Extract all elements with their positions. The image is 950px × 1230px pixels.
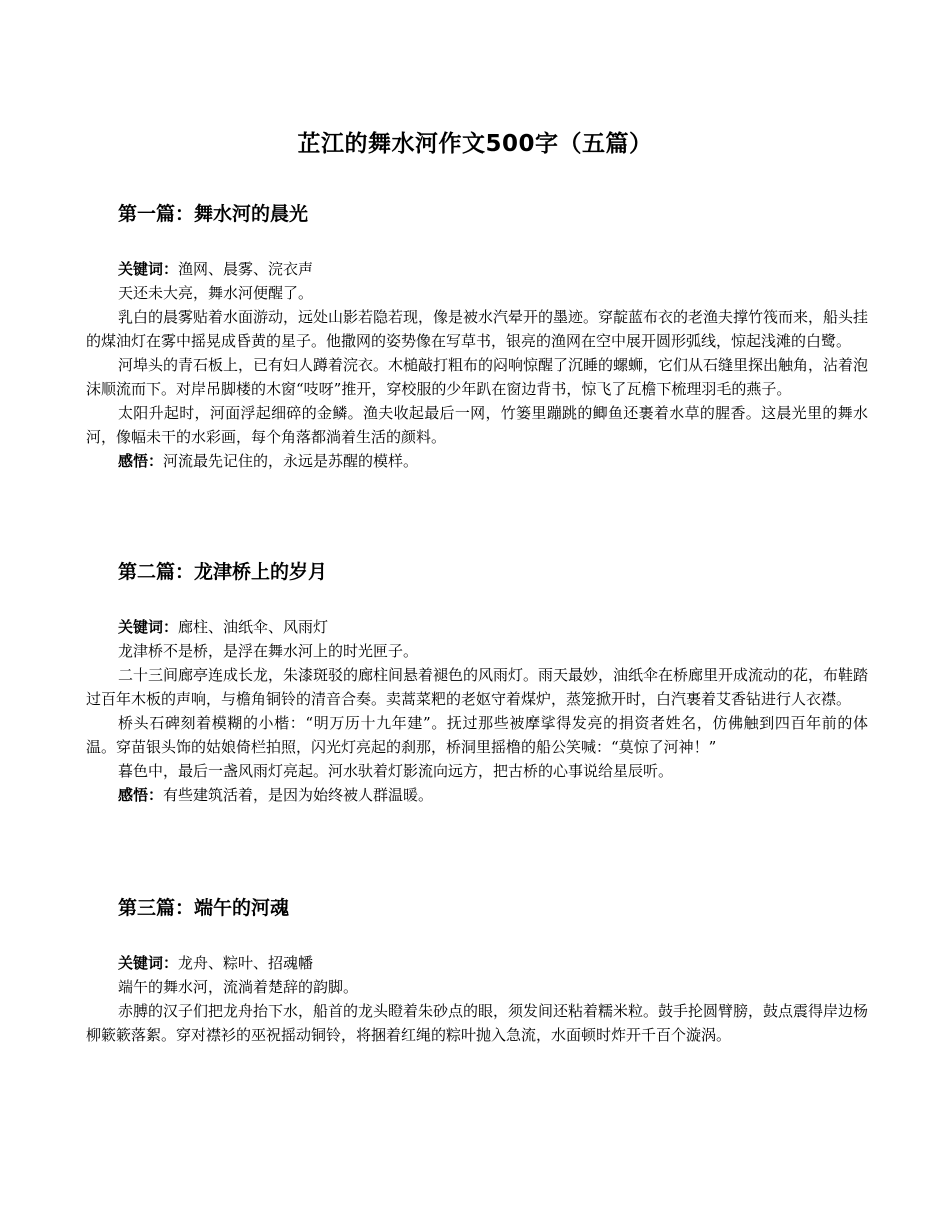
paragraph: 桥头石碑刻着模糊的小楷：“明万历十九年建”。抚过那些被摩挲得发亮的捐资者姓名，仿佛触到四百年前的体温。穿苗银头饰的姑娘倚栏拍照，闪光灯亮起的刹那，桥洞里摇橹的船公笑喊：“莫惊了河神！” (86, 714, 868, 756)
paragraph: 太阳升起时，河面浮起细碎的金鳞。渔夫收起最后一网，竹篓里蹦跳的鲫鱼还裹着水草的腥香。这晨光里的舞水河，像幅未干的水彩画，每个角落都淌着生活的颜料。 (86, 404, 868, 446)
keywords-label: 关键词： (118, 260, 179, 278)
paragraph: 河埠头的青石板上，已有妇人蹲着浣衣。木槌敲打粗布的闷响惊醒了沉睡的螺蛳，它们从石缝里探出触角，沾着泡沫顺流而下。对岸吊脚楼的木窗“吱呀”推开，穿校服的少年趴在窗边背书，惊飞了瓦檐下梳理羽毛的燕子。 (86, 356, 869, 398)
paragraph: 二十三间廊亭连成长龙，朱漆斑驳的廊柱间悬着褪色的风雨灯。雨天最妙，油纸伞在桥廊里开成流动的花，布鞋踏过百年木板的声响，与檐角铜铃的清音合奏。卖蒿菜粑的老妪守着煤炉，蒸笼掀开时，白汽裹着艾香钻进行人衣襟。 (86, 666, 869, 708)
paragraph: 天还未大亮，舞水河便醒了。 (118, 284, 314, 302)
insight-label: 感悟： (118, 786, 164, 804)
section-heading: 第一篇：舞水河的晨光 (118, 203, 309, 225)
keywords-text: 龙舟、粽叶、招魂幡 (178, 954, 314, 972)
essay-section-2 (86, 559, 868, 807)
section-heading: 第三篇：端午的河魂 (118, 897, 290, 919)
keywords-text: 廊柱、油纸伞、风雨灯 (178, 618, 329, 636)
paragraph: 赤膊的汉子们把龙舟抬下水，船首的龙头瞪着朱砂点的眼，须发间还粘着糯米粒。鼓手抡圆臂膀，鼓点震得岸边杨柳簌簌落絮。穿对襟衫的巫祝摇动铜铃，将捆着红绳的粽叶抛入急流，水面顿时炸开千百个漩涡。 (86, 1002, 869, 1044)
keywords-text: 渔网、晨雾、浣衣声 (178, 260, 314, 278)
section-heading: 第二篇：龙津桥上的岁月 (118, 561, 328, 583)
insight-text: 河流最先记住的，永远是苏醒的模样。 (163, 452, 419, 470)
insight-label: 感悟： (118, 452, 164, 470)
paragraph: 端午的舞水河，流淌着楚辞的韵脚。 (118, 978, 359, 996)
keywords-label: 关键词： (118, 618, 179, 636)
insight-text: 有些建筑活着，是因为始终被人群温暖。 (163, 786, 434, 804)
keywords-line (86, 257, 868, 281)
essay-section-1 (86, 201, 868, 473)
paragraph: 龙津桥不是桥，是浮在舞水河上的时光匣子。 (118, 642, 419, 660)
paragraph: 乳白的晨雾贴着水面游动，远处山影若隐若现，像是被水汽晕开的墨迹。穿靛蓝布衣的老渔夫撑竹筏而来，船头挂的煤油灯在雾中摇晃成昏黄的星子。他撒网的姿势像在写草书，银亮的渔网在空中展开圆形弧线，惊起浅滩的白鹭。 (86, 308, 869, 350)
insight-line (86, 783, 868, 807)
keywords-line (86, 951, 868, 975)
paragraph: 暮色中，最后一盏风雨灯亮起。河水驮着灯影流向远方，把古桥的心事说给星辰听。 (118, 762, 674, 780)
insight-line (86, 449, 868, 473)
keywords-label: 关键词： (118, 954, 179, 972)
keywords-line (86, 615, 868, 639)
document-title: 芷江的舞水河作文500字（五篇） (297, 131, 653, 157)
essay-section-3 (86, 895, 868, 1047)
